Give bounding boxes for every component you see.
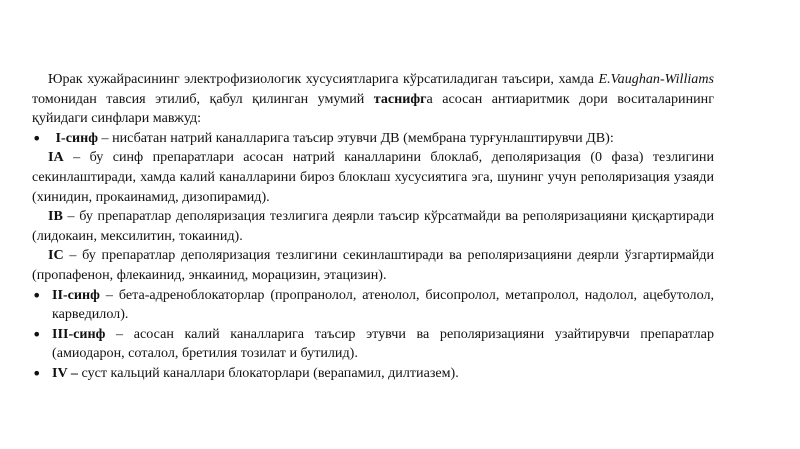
class-4-desc: суст кальций каналлари блокаторлари (верапамил, дилтиазем).	[77, 364, 459, 381]
class-1-desc: – нисбатан натрий каналларига таъсир этувчи ДВ (мембрана турғунлаштирувчи ДВ):	[97, 129, 614, 146]
class-3-desc: – асосан калий каналларига таъсир этувчи ва реполяризацияни узайтирувчи препаратлар (амиодарон, соталол, бретилия тозилат и бутилид).	[52, 325, 714, 362]
class-1-text	[52, 129, 714, 149]
class-1b-paragraph	[32, 207, 714, 246]
class-1a-desc: – бу синф препаратлари асосан натрий каналларини блоклаб, деполяризация (0 фаза) тезлигини секинлаштиради, хамда калий каналларини бироз блоклаш хусусиятига эга, шунинг учун реполяризация узаяди (хинидин, прокаинамид, дизопирамид).	[32, 149, 714, 205]
bullet-icon: •	[32, 324, 42, 344]
class-4-label: IV –	[52, 364, 78, 381]
intro-text-1: Юрак хужайрасининг электрофизиологик хусусиятларига кўрсатиладиган таъсири, хамда	[48, 71, 599, 87]
class-3-label: III-синф	[52, 325, 106, 342]
class-2-desc: – бета-адреноблокаторлар (пропранолол, атенолол, бисопролол, метапролол, надолол, ацебутолол, карведилол).	[52, 286, 714, 323]
bullet-class-3	[32, 325, 714, 364]
bullet-icon: •	[32, 128, 42, 148]
intro-bold-word: таснифг	[373, 90, 427, 107]
class-3-text	[52, 325, 714, 364]
class-1b-label: IB	[48, 208, 63, 225]
class-2-text	[52, 286, 714, 325]
class-1c-paragraph	[32, 246, 714, 285]
bullet-icon: •	[32, 285, 42, 305]
intro-text-2: томонидан тавсия этилиб, қабул қилинган умумий	[32, 90, 374, 107]
bullet-icon: •	[32, 363, 42, 383]
class-2-label: II-синф	[52, 286, 100, 303]
class-1-label: I-синф	[55, 129, 98, 146]
bullet-class-4	[32, 364, 714, 384]
class-1c-label: IC	[48, 247, 64, 264]
intro-text-3: а асосан антиаритмик дори воситаларининг қуйидаги синфлари мавжуд:	[32, 90, 714, 127]
bullet-class-1	[32, 129, 714, 149]
class-1b-desc: – бу препаратлар деполяризация тезлигига деярли таъсир кўрсатмайди ва реполяризацияни қисқартиради (лидокаин, мексилитин, токаинид).	[32, 208, 714, 244]
bullet-class-2	[32, 286, 714, 325]
class-1a-label: IA	[48, 149, 64, 166]
intro-author: E.Vaughan-Williams	[598, 71, 714, 87]
class-1c-desc: – бу препаратлар деполяризация тезлигини секинлаштиради ва реполяризацияни деярли ўзгартирмайди (пропафенон, флекаинид, энкаинид, морацизин, этацизин).	[32, 247, 714, 283]
class-4-text	[52, 364, 714, 384]
intro-paragraph	[32, 70, 714, 129]
class-1a-paragraph	[32, 148, 714, 207]
